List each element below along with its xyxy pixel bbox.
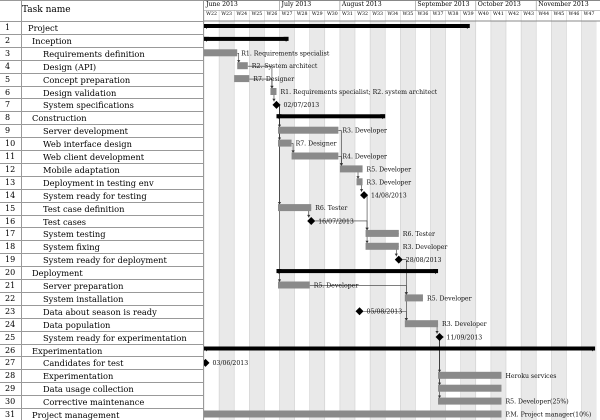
summary-bar — [276, 114, 385, 118]
gantt-bars — [204, 0, 600, 420]
week-stripe — [431, 21, 446, 420]
task-name[interactable]: Experimentation — [43, 371, 114, 382]
week-label: W41 — [493, 12, 504, 17]
task-bar — [366, 243, 399, 250]
task-name[interactable]: Mobile adaptation — [43, 164, 120, 175]
week-label: W28 — [296, 12, 308, 17]
task-name[interactable]: Data about season is ready — [43, 306, 157, 317]
task-bar — [278, 127, 338, 134]
row-number: 6 — [5, 87, 11, 97]
task-name[interactable]: Deployment in testing env — [43, 177, 154, 188]
row-divider — [0, 86, 204, 87]
milestone-label: 14/08/2013 — [371, 192, 407, 200]
week-label: W26 — [266, 12, 278, 17]
task-name[interactable]: Candidates for test — [43, 358, 124, 369]
milestone-label: 11/09/2013 — [446, 334, 483, 342]
row-number: 7 — [5, 100, 11, 110]
row-number: 23 — [5, 306, 16, 316]
row-number: 17 — [5, 229, 16, 239]
row-number: 4 — [5, 61, 11, 71]
row-number: 11 — [5, 152, 16, 161]
row-divider — [0, 331, 204, 332]
row-divider — [0, 163, 204, 164]
row-number: 31 — [5, 410, 16, 419]
task-bar — [292, 153, 339, 160]
task-bar — [438, 385, 501, 392]
week-stripe — [582, 21, 597, 420]
summary-bar — [204, 347, 595, 351]
task-bar — [270, 88, 276, 95]
milestone-marker — [356, 307, 364, 315]
row-number: 29 — [5, 384, 16, 394]
month-label: August 2013 — [341, 1, 382, 8]
row-divider — [0, 408, 204, 409]
row-divider — [0, 124, 204, 125]
task-bar-label: R3. Developer — [402, 243, 448, 251]
task-name[interactable]: Web interface design — [43, 139, 132, 150]
row-number: 5 — [5, 74, 11, 84]
week-label: W34 — [387, 12, 399, 17]
week-label: W35 — [402, 12, 414, 17]
week-label: W42 — [508, 12, 519, 17]
task-name[interactable]: Design validation — [43, 87, 117, 98]
week-label: W31 — [342, 12, 353, 17]
task-name[interactable]: Server development — [43, 126, 128, 137]
week-label: W32 — [357, 12, 368, 17]
task-bar — [438, 372, 501, 379]
task-bar-label: R2. System architect — [251, 63, 318, 71]
task-name-header: Task name — [22, 5, 71, 15]
task-name[interactable]: System ready for deployment — [43, 255, 167, 266]
task-bar — [234, 75, 249, 82]
row-divider — [0, 137, 204, 138]
milestone-label: 16/07/2013 — [318, 218, 354, 226]
task-bar — [278, 140, 292, 147]
task-table — [0, 0, 204, 420]
task-name[interactable]: System installation — [43, 293, 124, 304]
week-label: W23 — [221, 12, 233, 17]
week-label: W43 — [523, 12, 535, 17]
week-label: W44 — [538, 12, 550, 17]
task-name[interactable]: Experimentation — [32, 345, 103, 356]
row-number: 21 — [5, 281, 16, 290]
task-name[interactable]: Corrective maintenance — [43, 397, 145, 408]
week-label: W47 — [583, 12, 595, 17]
row-divider — [0, 266, 204, 267]
row-number: 24 — [5, 319, 16, 329]
week-label: W40 — [477, 12, 489, 17]
task-bar — [366, 230, 399, 237]
row-divider — [0, 60, 204, 61]
week-stripe — [461, 21, 476, 420]
task-bar-label: R3. Developer — [366, 179, 412, 187]
row-divider — [0, 344, 204, 345]
week-label: W25 — [251, 12, 263, 17]
row-number: 28 — [5, 371, 16, 381]
task-name[interactable]: Deployment — [32, 268, 83, 279]
task-bar-label: R4. Developer — [342, 153, 387, 161]
row-divider — [0, 382, 204, 383]
summary-bar — [204, 37, 289, 41]
week-label: W22 — [206, 12, 217, 17]
row-number: 22 — [5, 293, 16, 303]
row-number: 2 — [5, 35, 11, 45]
row-number: 30 — [5, 397, 16, 407]
month-label: July 2013 — [281, 1, 312, 8]
task-name[interactable]: System ready for testing — [43, 190, 147, 201]
row-divider — [0, 202, 204, 203]
row-number: 3 — [5, 48, 11, 58]
dependency-arrow — [395, 254, 398, 257]
week-label: W39 — [462, 12, 474, 17]
task-name[interactable]: Requirements definition — [43, 48, 145, 59]
task-name[interactable]: Project — [28, 23, 59, 33]
task-bar-label: R6. Tester — [402, 230, 435, 238]
task-bar — [204, 411, 501, 418]
week-label: W45 — [553, 12, 565, 17]
row-divider — [0, 369, 204, 370]
task-bar-label: R5. Developer — [366, 166, 412, 174]
task-bar — [340, 165, 363, 172]
milestone-label: 05/08/2013 — [366, 308, 403, 316]
task-bar — [278, 204, 311, 211]
week-stripe — [551, 21, 566, 420]
task-bar — [438, 398, 501, 405]
task-bar — [357, 178, 363, 185]
task-bar — [237, 62, 248, 69]
row-number: 13 — [5, 177, 16, 187]
task-name[interactable]: Test case definition — [43, 203, 125, 214]
summary-bar — [276, 269, 438, 273]
row-divider — [0, 227, 204, 228]
task-name[interactable]: Data population — [43, 319, 111, 330]
week-stripe — [400, 21, 415, 420]
week-label: W38 — [447, 12, 459, 17]
task-bar-label: R5. Developer(25%) — [505, 398, 569, 406]
task-bar-label: R7. Designer — [295, 140, 337, 148]
task-name[interactable]: System specifications — [43, 100, 134, 111]
row-number: 12 — [5, 164, 16, 174]
milestone-label: 03/06/2013 — [212, 360, 249, 368]
task-name[interactable]: System fixing — [43, 242, 100, 253]
month-label: October 2013 — [477, 1, 521, 8]
row-divider — [0, 111, 204, 112]
week-label: W24 — [236, 12, 248, 17]
month-label: September 2013 — [417, 1, 470, 8]
week-label: W33 — [372, 12, 384, 17]
table-header-border — [0, 21, 204, 22]
week-label: W30 — [326, 12, 338, 17]
week-stripe — [491, 21, 506, 420]
row-number: 10 — [5, 139, 16, 149]
task-bar-label: P.M. Project manager(10%) — [505, 411, 592, 419]
row-number: 14 — [5, 190, 16, 200]
week-label: W29 — [311, 12, 323, 17]
month-label: November 2013 — [538, 1, 589, 8]
task-name[interactable]: Concept preparation — [43, 74, 131, 85]
month-label: June 2013 — [206, 1, 238, 8]
task-name[interactable]: Inception — [32, 35, 72, 46]
row-number: 18 — [5, 242, 16, 252]
row-divider — [0, 98, 204, 99]
task-bar-label: R6. Tester — [315, 205, 348, 213]
row-divider — [0, 34, 204, 35]
row-number: 9 — [5, 126, 11, 136]
task-bar-label: Heroku services — [505, 372, 557, 380]
row-number: 15 — [5, 203, 16, 213]
task-bar-label: R5. Developer — [313, 282, 359, 290]
week-stripe — [370, 21, 385, 420]
task-name[interactable]: Test cases — [43, 216, 87, 227]
row-divider — [0, 176, 204, 177]
row-number: 16 — [5, 216, 16, 226]
task-name[interactable]: Web client development — [43, 152, 145, 162]
task-name[interactable]: Construction — [32, 113, 87, 124]
row-number: 25 — [5, 332, 16, 342]
task-bar-label: R1. Requirements specialist — [241, 50, 330, 58]
row-divider — [0, 305, 204, 306]
week-label: W36 — [417, 12, 429, 17]
summary-bar — [204, 24, 470, 28]
row-divider — [0, 356, 204, 357]
row-divider — [0, 253, 204, 254]
row-divider — [0, 215, 204, 216]
milestone-label: 28/08/2013 — [405, 256, 442, 264]
task-name[interactable]: Server preparation — [43, 281, 124, 291]
row-number: 8 — [5, 113, 11, 123]
table-top-border — [0, 0, 204, 1]
dependency-arrow — [360, 189, 363, 192]
row-divider — [0, 318, 204, 319]
row-number: 1 — [5, 23, 11, 32]
row-divider — [0, 279, 204, 280]
milestone-label: 02/07/2013 — [283, 102, 320, 110]
task-bar-label: R3. Developer — [442, 321, 487, 329]
row-number: 20 — [5, 268, 16, 278]
task-name[interactable]: System ready for experimentation — [43, 332, 187, 343]
task-bar — [405, 294, 423, 301]
task-bar-label: R3. Developer — [342, 127, 387, 135]
dependency-link — [367, 195, 368, 230]
week-label: W37 — [432, 12, 444, 17]
task-bar-label: R7. Designer — [253, 76, 295, 84]
row-divider — [0, 292, 204, 293]
row-divider — [0, 189, 204, 190]
row-divider — [0, 395, 204, 396]
row-divider — [0, 47, 204, 48]
timeline-area — [204, 0, 600, 420]
row-number: 19 — [5, 255, 16, 265]
dependency-arrow — [272, 99, 275, 102]
task-name[interactable]: Data usage collection — [43, 384, 134, 395]
task-name[interactable]: Design (API) — [43, 61, 97, 72]
milestone-marker — [204, 359, 210, 367]
row-divider — [0, 240, 204, 241]
row-number: 26 — [5, 345, 16, 355]
week-label: W46 — [568, 12, 580, 17]
row-divider — [0, 73, 204, 74]
task-name[interactable]: Project management — [32, 410, 120, 420]
row-divider — [0, 150, 204, 151]
task-bar — [405, 320, 438, 327]
task-bar — [204, 49, 237, 56]
week-label: W27 — [281, 12, 293, 17]
task-name[interactable]: System testing — [43, 229, 106, 240]
week-stripe — [521, 21, 536, 420]
task-bar-label: R1. Requirements specialist; R2. system architect — [280, 89, 438, 96]
task-bar — [278, 282, 310, 289]
task-bar-label: R5. Developer — [426, 295, 472, 303]
row-number: 27 — [5, 358, 16, 368]
